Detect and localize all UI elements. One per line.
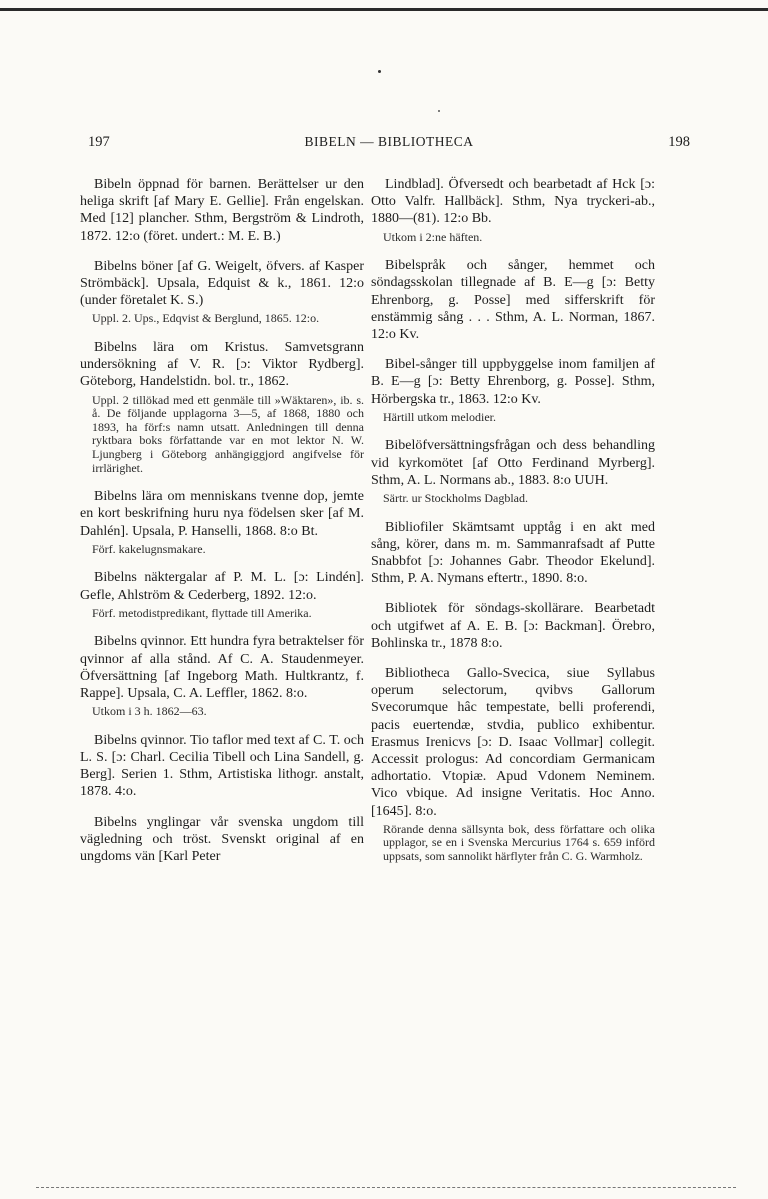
entry-text: Bibliotheca Gallo-Svecica, siue Syllabus operum selectorum, qvibvs Gallorum Svecorumque hâc tempestate, belli proferendi, pacis euertendæ, stvdia, publico exhibentur. Erasmus Irenicvs [ɔ: D. Isaac Vollmar] collegit. Accessit prologus: Ad concordiam Germanicam adhortatio. Vtopiæ. Apud Vdonem Neminem. Vico vbique. Ad insigne Veritatis. Hoc Anno. [1645]. 8:o.: [371, 666, 655, 819]
entry-note: Särtr. ur Stockholms Dagblad.: [383, 491, 528, 506]
bibliography-entry: [80, 814, 364, 866]
bottom-rule: [36, 1187, 736, 1188]
specks: [378, 70, 381, 73]
entry-text: Bibelns ynglingar vår svenska ungdom till vägledning och tröst. Svenskt original af en ungdoms vän [Karl Peter: [80, 814, 364, 865]
bibliography-entry: [80, 488, 364, 556]
bibliography-entry: [80, 633, 364, 718]
bibliography-entry: [371, 437, 655, 505]
bibliography-entry: [80, 176, 364, 245]
entry-text: Bibelns qvinnor. Tio taflor med text af C. T. och L. S. [ɔ: Charl. Cecilia Tibell och Lina Sandell, g. Berg]. Serien 1. Sthm, Artistiska lithogr. anstalt, 1878. 4:o.: [80, 732, 364, 800]
bibliography-entry: [80, 569, 364, 620]
bibliography-entry: [371, 665, 655, 864]
entry-text: Bibelns böner [af G. Weigelt, öfvers. af Kasper Strömbäck]. Upsala, Edquist & k., 1861. 12:o (under företalet K. S.): [80, 258, 364, 309]
entry-text: Bibelns lära om menniskans tvenne dop, jemte en kort beskrifning huru nya födelsen sker [af M. Dahlén]. Upsala, P. Hanselli, 1868. 8:o Bt.: [80, 489, 364, 539]
entry-note: Uppl. 2 tillökad med ett genmäle till »Wäktaren», ib. s. å. De följande upplagorna 3—5, af 1868, 1880 och 1893, ha förf:s namn utsatt. Anledningen till denna ryktbara boks författande var en mot lektor N. W. Ljungberg i Göteborg anhängiggjord angifvelse för irrlärighet.: [92, 392, 364, 475]
entry-text: Lindblad]. Öfversedt och bearbetadt af Hck [ɔ: Otto Valfr. Hallbäck]. Sthm, Nya tryckeri-ab., 1880—(81). 12:o Bb.: [371, 177, 655, 227]
right-column: [371, 176, 655, 877]
specks: [438, 110, 440, 112]
entry-text: Bibelns lära om Kristus. Samvetsgrann undersökning af V. R. [ɔ: Viktor Rydberg]. Göteborg, Handelstidn. bol. tr., 1862.: [80, 340, 364, 390]
entry-text: Bibeln öppnad för barnen. Berättelser ur den heliga skrift [af Mary E. Gellie]. Från engelskan. Med [12] plancher. Sthm, Bergström & Lindroth, 1872. 12:o (föret. undert.: M. E. B.): [80, 177, 364, 244]
right-page-number: 198: [668, 134, 690, 150]
entry-note: Utkom i 2:ne häften.: [383, 229, 483, 244]
entry-text: Bibelns näktergalar af P. M. L. [ɔ: Lindén]. Gefle, Ahlström & Cederberg, 1892. 12:o.: [80, 570, 364, 603]
bibliography-entry: [371, 519, 655, 588]
entry-text: Bibelspråk och sånger, hemmet och söndagsskolan tillegnade af B. E—g [ɔ: Betty Ehrenborg, g. Posse] med sifferskrift för enstämmig sång . . . Sthm, A. L. Norman, 1867. 12:o Kv.: [371, 258, 655, 343]
entry-note: Utkom i 3 h. 1862—63.: [92, 704, 207, 719]
entry-note: Förf. metodistpredikant, flyttade till Amerika.: [92, 605, 312, 620]
left-page-number: 197: [88, 134, 110, 150]
entry-text: Bibliotek för söndags-skollärare. Bearbetadt och utgifwet af A. E. B. [ɔ: Backman]. Örebro, Bohlinska tr., 1878 8:o.: [371, 601, 655, 651]
bibliography-entry: [371, 356, 655, 424]
entry-note: Härtill utkom melodier.: [383, 409, 496, 424]
entry-note: Förf. kakelugnsmakare.: [92, 541, 206, 556]
running-title: BIBELN — BIBLIOTHECA: [304, 134, 474, 149]
bibliography-entry: [371, 257, 655, 343]
top-rule: [0, 8, 768, 11]
entry-text: Bibliofiler Skämtsamt upptåg i en akt med sång, körer, dans m. m. Sammanrafsadt af Putte Snabbfot [ɔ: Johannes Gabr. Theodor Ekelund]. Sthm, P. A. Nymans eftertr., 1890. 8:o.: [371, 519, 655, 587]
bibliography-entry: [371, 176, 655, 244]
bibliography-entry: [371, 600, 655, 652]
entry-text: Bibel-sånger till uppbyggelse inom familjen af B. E—g [ɔ: Betty Ehrenborg, g. Posse]. Sthm, Hörbergska tr., 1863. 12:o Kv.: [371, 357, 655, 407]
entry-note: Uppl. 2. Ups., Edqvist & Berglund, 1865. 12:o.: [92, 311, 320, 326]
entry-text: Bibelöfversättningsfrågan och dess behandling vid kyrkomötet [af Otto Ferdinand Myrberg]. Sthm, A. L. Normans ab., 1883. 8:o UUH.: [371, 438, 655, 488]
page-header: [88, 134, 690, 156]
entry-text: Bibelns qvinnor. Ett hundra fyra betraktelser för qvinnor af alla stånd. Af C. A. Staudenmeyer. Öfversättning [af Ingeborg Math. Hultkrantz, f. Rappe]. Upsala, C. A. Leffler, 1862. 8:o.: [80, 634, 364, 701]
entry-note: Rörande denna sällsynta bok, dess författare och olika upplagor, se en i Svenska Mercurius 1764 s. 659 införd uppsats, som sannolikt härflyter från C. G. Warmholz.: [383, 821, 655, 864]
left-column: [80, 176, 364, 878]
bibliography-entry: [80, 258, 364, 326]
bibliography-entry: [80, 732, 364, 801]
bibliography-entry: [80, 339, 364, 475]
